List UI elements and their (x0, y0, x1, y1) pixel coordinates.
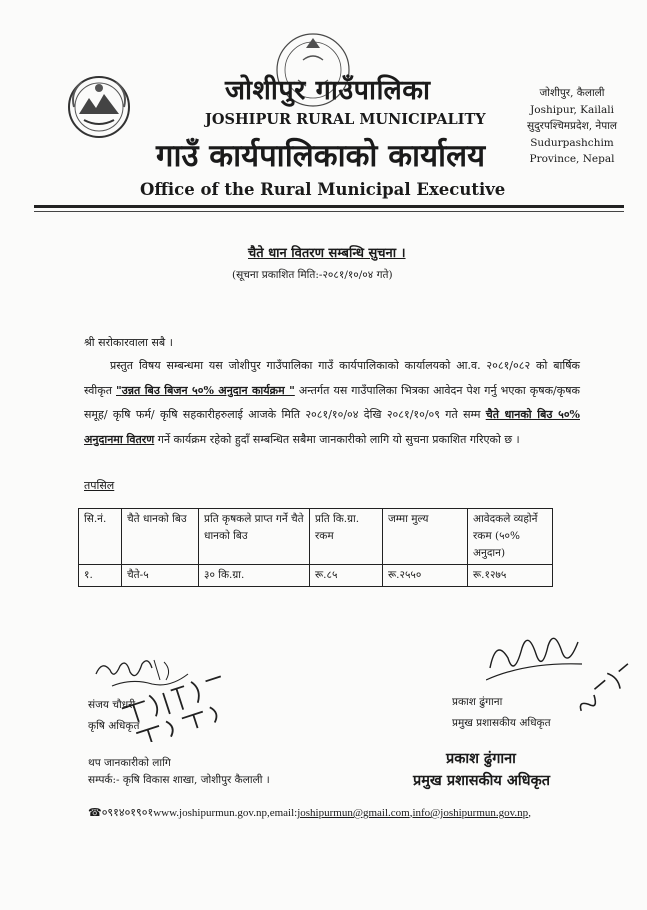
email-label: ,email: (266, 807, 298, 819)
email-link-1[interactable]: joshipurmun@gmail.com (297, 807, 410, 819)
website-link[interactable]: www.joshipurmun.gov.np (153, 807, 267, 819)
right-signatory-post: प्रमुख प्रशासकीय अधिकृत (452, 717, 551, 729)
body-text: अन्तर्गत यस गाउँपालिका भित्रका आवेदन पेश गर्नु भएका कृषक/कृषक समूह/ कृषि फर्म/ कृषि सहकारीहरुलाई आजके मिति २०८१/१०/०४ देखि २०८१/१०/०९ गते सम्म (84, 383, 580, 421)
distribution-table (78, 508, 553, 587)
right-handwritten-signature (486, 618, 636, 728)
program-name: "उन्नत बिउ बिजन ५०% अनुदान कार्यक्रम " (116, 383, 295, 397)
phone-icon: ☎ (88, 807, 102, 819)
address-line: Joshipur, Kailali (530, 103, 614, 116)
table-cell: ३० कि.ग्रा. (199, 565, 310, 587)
phone-number: ०९१४०१९०१ (101, 807, 154, 819)
cao-post-stamp: प्रमुख प्रशासकीय अधिकृत (413, 772, 550, 789)
email-link-2[interactable]: info@joshipurmun.gov.np (412, 807, 529, 819)
header-divider-thick (34, 205, 624, 208)
table-header-row (79, 509, 553, 565)
table-cell: रू.८५ (310, 565, 383, 587)
highlight-text: चैते धानको बिउ ५०% अनुदानमा वितरण (84, 408, 580, 446)
office-name-en: Office of the Rural Municipal Executive (140, 180, 506, 199)
office-address (527, 85, 617, 168)
column-header: प्रति कि.ग्रा. रकम (310, 509, 383, 565)
notice-published-date: (सूचना प्रकाशित मिति:-२०८१/१०/०४ गते) (232, 269, 393, 281)
table-cell: १. (79, 565, 122, 587)
address-line: सुदुरपश्चिमप्रदेश, नेपाल (527, 120, 618, 132)
header-divider-thin (34, 211, 624, 212)
nepal-emblem-logo (64, 72, 134, 142)
address-line: Sudurpashchim (530, 136, 614, 149)
contact-info: सम्पर्क:- कृषि विकास शाखा, जोशीपुर कैलाली । (88, 774, 270, 786)
right-signatory-name: प्रकाश ढुंगाना (452, 696, 503, 708)
column-header: चैते धानको बिउ (122, 509, 199, 565)
body-text: गर्ने कार्यक्रम रहेको हुदाँ सम्बन्धित सबैमा जानकारीको लागि यो सुचना प्रकाशित गरिएको छ । (154, 432, 520, 446)
left-signatory-name: संजय चौधरी (88, 699, 136, 711)
separator: , (409, 807, 413, 819)
salutation: श्री सरोकारवाला सबै । (84, 336, 173, 349)
column-header: सि.नं. (79, 509, 122, 565)
table-row (79, 565, 553, 587)
municipality-name-en: JOSHIPUR RURAL MUNICIPALITY (205, 111, 486, 128)
address-line: Province, Nepal (529, 153, 615, 165)
municipality-name-np: जोशीपुर गाउँपालिका (225, 75, 431, 106)
body-text: प्रस्तुत विषय सम्बन्धमा यस जोशीपुर गाउँपालिका गाउँ कार्यपालिकाको कार्यालयको आ.व. २०८१/०८२ को बार्षिक स्वीकृत (84, 359, 580, 397)
notice-title: चैते धान वितरण सम्बन्धि सुचना । (248, 246, 406, 261)
more-info-label: थप जानकारीको लागि (88, 757, 171, 769)
separator: , (528, 807, 531, 819)
table-cell: रू.२५५० (383, 565, 468, 587)
office-name-np: गाउँ कार्यपालिकाको कार्यालय (156, 138, 486, 174)
address-line: जोशीपुर, कैलाली (539, 87, 605, 99)
left-signatory-post: कृषि अधिकृत (88, 720, 140, 732)
footer-contacts (88, 805, 531, 820)
table-cell: रू.१२७५ (468, 565, 553, 587)
column-header: प्रति कृषकले प्राप्त गर्ने चैते धानको बिउ (199, 509, 310, 565)
details-label: तपसिल (84, 479, 115, 492)
notice-body (84, 354, 580, 452)
table-cell: चैते-५ (122, 565, 199, 587)
column-header: आवेदकले व्यहोर्ने रकम (५०% अनुदान) (468, 509, 553, 565)
column-header: जम्मा मुल्य (383, 509, 468, 565)
cao-name-stamp: प्रकाश ढुंगाना (446, 750, 516, 767)
